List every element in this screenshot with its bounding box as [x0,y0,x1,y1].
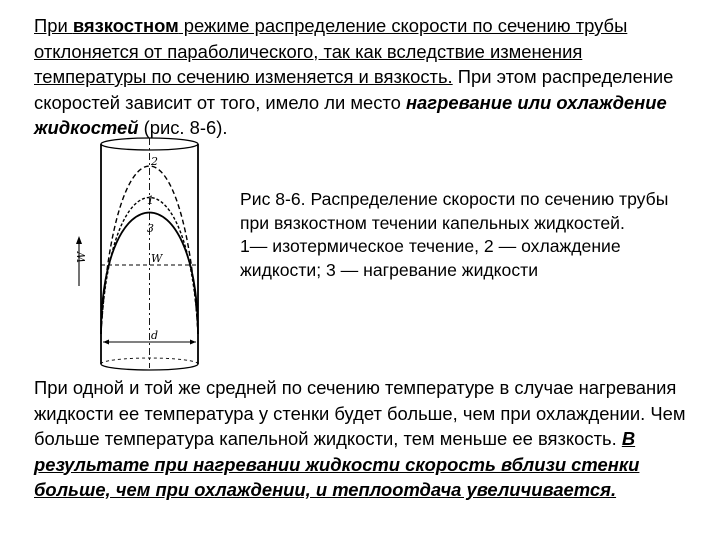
viscous-term: вязкостном [72,15,179,36]
intro-paragraph: При вязкостном режиме распределение скорости по сечению трубы отклоняется от параболического, так как вследствие изменения температуры по сечению изменяется и вязкость. При этом распределение скоростей зависит от того, имело ли место нагревание или охлаждение жидкостей (рис. 8-6). [34,15,674,138]
mean-velocity-label: W [151,252,163,265]
diameter-label: d [151,329,159,342]
conclusion-paragraph: При одной и той же средней по сечению температуре в случае нагревания жидкости ее температура у стенки будет больше, чем при охлаждении. Чем больше температура капельной жидкости, тем меньше ее вязкость. В результате при нагревании жидкости скорость вблизи стенки больше, чем при охлаждении, и теплоотдача увеличивается. [34,377,686,500]
heating-cooling-emphasis: нагревание или охлаждение жидкостей [34,91,667,138]
velocity-axis-arrowhead [76,236,82,244]
velocity-profile-figure [70,136,230,372]
figure-caption [240,188,680,282]
intro-sentence-1: При вязкостном режиме распределение скорости по сечению трубы отклоняется от параболического, так как вследствие изменения температуры по сечению изменяется и вязкость. [34,15,628,87]
diameter-arrow-left [103,340,109,345]
curve-1-label: 1 [147,194,154,207]
curve-2-label: 2 [151,155,158,168]
velocity-axis-label: W [75,251,88,263]
diameter-arrow-right [190,340,196,345]
curve-3-label: 3 [147,222,154,235]
caption-title: Рис 8-6. Распределение скорости по сечению трубы при вязкостном течении капельных жидкостей. [240,189,669,233]
conclusion-emphasis: В результате при нагревании жидкости скорость вблизи стенки больше, чем при охлаждении, и теплоотдача увеличивается. [34,428,640,500]
caption-legend: 1— изотермическое течение, 2 — охлаждение жидкости; 3 — нагревание жидкости [240,236,621,280]
